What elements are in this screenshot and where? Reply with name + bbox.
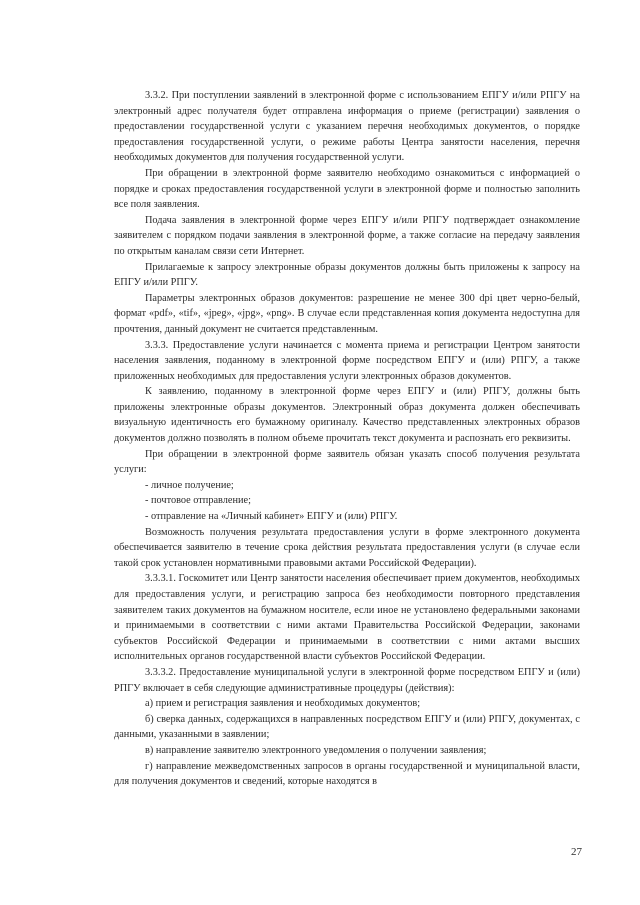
paragraph-image-parameters: Параметры электронных образов документов: разрешение не менее 300 dpi цвет черно-белый, формат «pdf», «tif», «jpeg», «jpg», «png». В случае если представленная копия документа недоступна для прочтения, данный документ не считается представленным.: [114, 292, 580, 335]
list-item-g: г) направление межведомственных запросов в органы государственной и муниципальной власти, для получения документов и сведений, которые находятся в: [114, 760, 580, 788]
paragraph-electronic-form-info: При обращении в электронной форме заявителю необходимо ознакомиться с информацией о порядке и сроках предоставления государственной услуги в электронной форме и полностью заполнить все поля заявления.: [114, 167, 580, 211]
list-item-cabinet: - отправление на «Личный кабинет» ЕПГУ и (или) РПГУ.: [145, 511, 398, 523]
list-item-v: в) направление заявителю электронного уведомления о получении заявления;: [145, 744, 487, 756]
list-item-a: а) прием и регистрация заявления и необходимых документов;: [145, 698, 421, 710]
paragraph-submission-consent: Подача заявления в электронной форме через ЕПГУ и/или РПГУ подтверждает ознакомление заявителем с порядком подачи заявления в электронной форме, а также согласие на передачу заявления по открытым каналам связи сети Интернет.: [114, 214, 580, 257]
list-item-b: б) сверка данных, содержащихся в направленных посредством ЕПГУ и (или) РПГУ, документах, с данными, указанными в заявлении;: [114, 713, 580, 741]
paragraph-3-3-3: 3.3.3. Предоставление услуги начинается с момента приема и регистрации Центром занятости населения заявления, поданному в электронной форме посредством ЕПГУ и (или) РПГУ, а также приложенных необходимых для предоставления услуги электронных образов документов.: [114, 339, 580, 382]
document-body: [114, 88, 580, 790]
paragraph-electronic-images: К заявлению, поданному в электронной форме через ЕПГУ и (или) РПГУ, должны быть приложены электронные образы документов. Электронный образ документа должен обеспечивать визуальную идентичность его бумажному оригиналу. Качество представленных электронных образов документов должно позволять в полном объеме прочитать текст документа и распознать его реквизиты.: [114, 386, 580, 445]
page-number: 27: [571, 846, 582, 858]
paragraph-attached-images: Прилагаемые к запросу электронные образы документов должны быть приложены к запросу на ЕПГУ и/или РПГУ.: [114, 261, 580, 289]
paragraph-electronic-result: Возможность получения результата предоставления услуги в форме электронного документа обеспечивается заявителю в течение срока действия результата предоставления услуги (в случае если такой срок установлен нормативными правовыми актами Российской Федерации).: [114, 526, 580, 569]
list-item-personal: - личное получение;: [145, 479, 234, 491]
paragraph-result-method: При обращении в электронной форме заявитель обязан указать способ получения результата услуги:: [114, 448, 580, 476]
list-item-postal: - почтовое отправление;: [145, 495, 251, 507]
paragraph-3-3-3-2: 3.3.3.2. Предоставление муниципальной услуги в электронной форме посредством ЕПГУ и (или) РПГУ включает в себя следующие административные процедуры (действия):: [114, 666, 580, 694]
paragraph-3-3-2: 3.3.2. При поступлении заявлений в электронной форме с использованием ЕПГУ и/или РПГУ на электронный адрес получателя будет отправлена информация о приеме (регистрации) заявления о предоставлении государственной услуги с указанием перечня необходимых документов, о порядке предоставления государственной услуги, о режиме работы Центра занятости населения, перечня необходимых документов для получения государственной услуги.: [114, 90, 580, 164]
paragraph-3-3-3-1: 3.3.3.1. Госкомитет или Центр занятости населения обеспечивает прием документов, необходимых для предоставления услуги, и регистрацию запроса без необходимости повторного представления заявителем таких документов на бумажном носителе, если иное не установлено федеральными законами и принимаемыми в соответствии с ними актами Правительства Российской Федерации, законами субъектов Российской Федерации и принимаемыми в соответствии с ними актами высших исполнительных органов государственной власти субъектов Российской Федерации.: [114, 573, 580, 663]
